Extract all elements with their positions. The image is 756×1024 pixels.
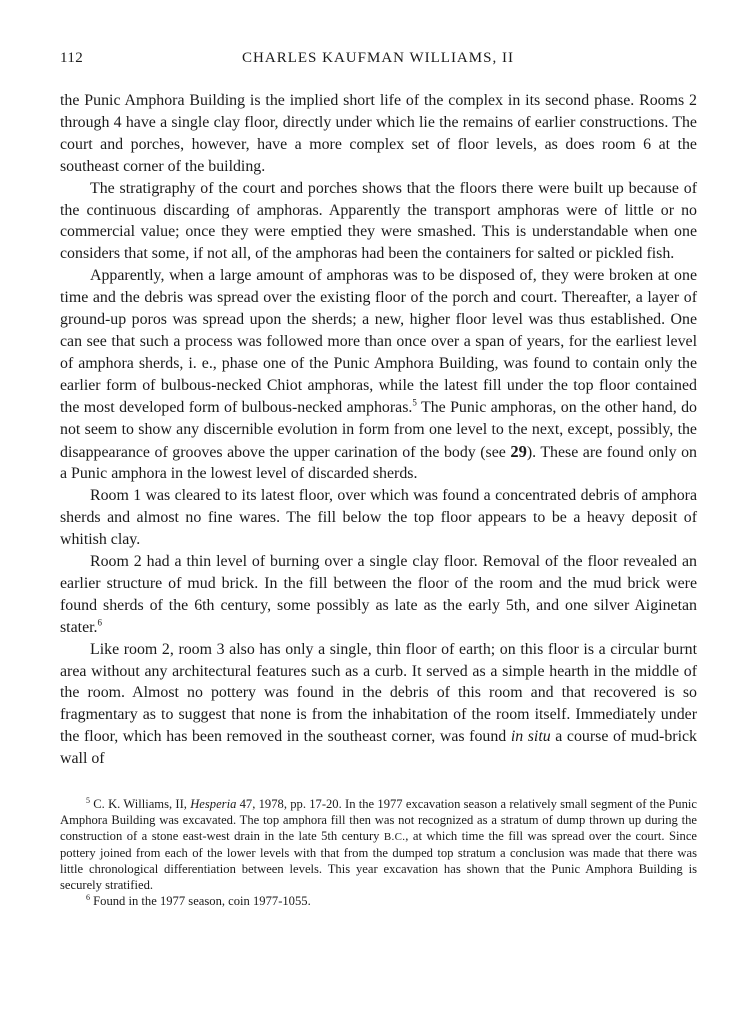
paragraph-6-italic: in situ [510, 728, 551, 746]
footnote-ref-6[interactable]: 6 [97, 617, 103, 628]
paragraph-1-text: the Punic Amphora Building is the implied short life of the complex in its second phase. Rooms 2 through 4 have a single clay floor, directly under which lie the remains of earlier constructions. The court and porches, however, have a more complex set of floor levels, as does room 6 at the southeast corner of the building. [60, 92, 697, 175]
paragraph-5-text: Room 2 had a thin level of burning over a single clay floor. Removal of the floor revealed an earlier structure of mud brick. In the fill between the floor of the room and the mud brick were found sherds of the 6th century, some possibly as late as the early 5th, and one silver Aiginetan stater. [60, 553, 697, 636]
paragraph-3-text-a: Apparently, when a large amount of amphoras was to be disposed of, they were broken at one time and the debris was spread over the existing floor of the porch and court. Thereafter, a layer of ground-up poros was spread upon the sherds; a new, higher floor level was thus established. One can see that such a process was followed more than once over a span of years, for the earliest level of amphora sherds, i. e., phase one of the Punic Amphora Building, was found to contain only the earlier form of bulbous-necked Chiot amphoras, while the latest fill under the top floor contained the most developed form of bulbous-necked amphoras. [60, 267, 697, 416]
paragraph-4-text: Room 1 was cleared to its latest floor, over which was found a concentrated debris of amphora sherds and almost no fine wares. The fill below the top floor appears to be a heavy deposit of whitish clay. [60, 487, 697, 549]
page-number: 112 [60, 50, 84, 66]
footnote-5-post: 47, 1978, pp. 17-20. In the 1977 excavation season a relatively small segment of the Punic Amphora Building was excavated. The top amphora fill then was not recognized as a stratum of dump thrown up during the construction of a stone east-west drain in the late 5th century [60, 797, 697, 843]
paragraph-3 [60, 265, 697, 485]
running-head: CHARLES KAUFMAN WILLIAMS, II [242, 50, 514, 66]
footnote-5-era: B.C. [383, 831, 406, 843]
paragraph-3-text-c: ). These are found only on a Punic amphora in the lowest level of discarded sherds. [60, 443, 697, 483]
paragraph-6 [60, 639, 697, 770]
footnote-6-mark: 6 [86, 892, 90, 902]
footnote-5 [60, 796, 697, 893]
footnote-5-journal: Hesperia [190, 797, 237, 811]
paragraph-2 [60, 178, 697, 266]
paragraph-6-text-a: Like room 2, room 3 also has only a single, thin floor of earth; on this floor is a circular burnt area without any architectural features such as a curb. It served as a simple hearth in the middle of the room. Almost no pottery was found in the debris of this room and that recovered is so fragmentary as to suggest that none is from the inhabitation of the room itself. Immediately under the floor, which has been removed in the southeast corner, was found [60, 640, 697, 746]
body-text [60, 90, 697, 770]
footnote-6 [60, 893, 697, 909]
paragraph-4 [60, 485, 697, 551]
footnotes [60, 796, 697, 909]
footnote-6-text: Found in the 1977 season, coin 1977-1055. [90, 894, 311, 908]
paragraph-1 [60, 90, 697, 178]
footnote-5-tail: , at which time the fill was spread over the court. Since pottery joined from each of the lower levels with that from the dumped top stratum a conclusion was made that there was little chronological differentiation between levels. This year excavation has shown that the Punic Amphora Building is securely stratified. [60, 829, 698, 892]
catalog-ref-29: 29 [510, 441, 527, 461]
footnote-ref-5[interactable]: 5 [412, 397, 417, 408]
footnote-5-mark: 5 [86, 795, 90, 805]
paragraph-2-text: The stratigraphy of the court and porches shows that the floors there were built up because of the continuous discarding of amphoras. Apparently the transport amphoras were of little or no commercial value; once they were emptied they were smashed. This is understandable when one considers that some, if not all, of the amphoras had been the containers for salted or pickled fish. [60, 179, 697, 263]
paragraph-5 [60, 551, 697, 639]
paragraph-3-text-b: The Punic amphoras, on the other hand, do not seem to show any discernible evolution in form from one level to the next, except, possibly, the disappearance of grooves above the upper carination of the body (see [60, 398, 697, 461]
footnote-5-pre: C. K. Williams, II, [90, 797, 191, 811]
paragraph-6-text-b: a course of mud-brick wall of [60, 728, 697, 768]
page-header [60, 50, 696, 74]
